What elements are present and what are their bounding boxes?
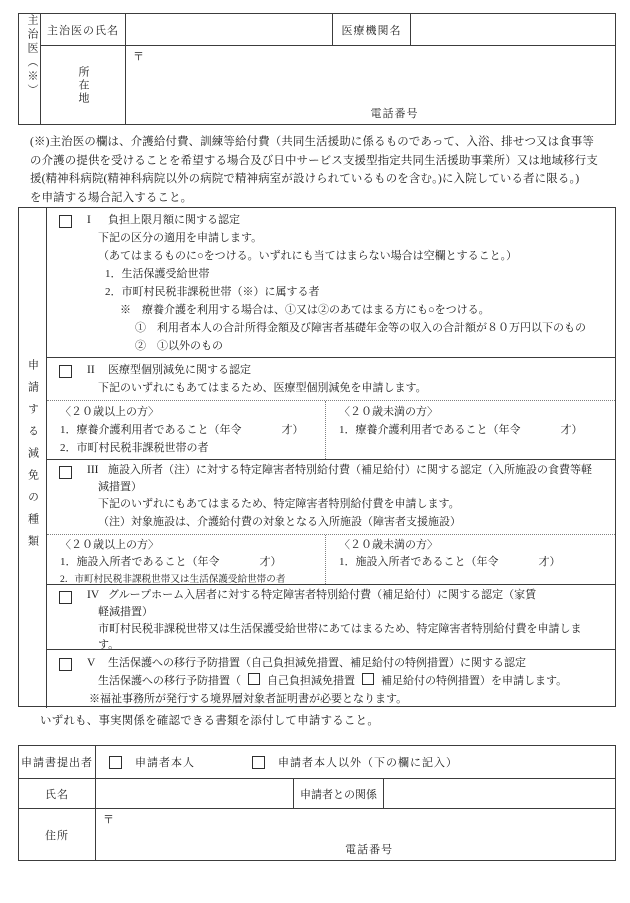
section-5-body bbox=[98, 672, 615, 690]
section-4-title: グループホーム入居者に対する特定障害者特別給付費（補足給付）に関する認定（家賃 bbox=[108, 589, 537, 601]
column-heading: 〈２０歳以上の方〉 bbox=[60, 406, 159, 418]
submitter-relation-label: 申請者との関係 bbox=[294, 779, 384, 809]
section-2-title: 医療型個別減免に関する認定 bbox=[108, 364, 251, 376]
doctor-address-label-cell bbox=[41, 46, 126, 124]
submitter-name-field[interactable] bbox=[96, 779, 294, 809]
exemption-sections bbox=[47, 208, 615, 708]
section-3 bbox=[47, 459, 615, 584]
doctor-note-line: を申請する場合記入すること。 bbox=[30, 191, 193, 204]
age-line-text: 1．療養介護利用者であること（年令 bbox=[60, 424, 242, 436]
checkbox-section-3[interactable] bbox=[59, 466, 72, 479]
section-3-numeral: III bbox=[87, 464, 99, 476]
attachment-note: いずれも、事実関係を確認できる書類を添付して申請すること。 bbox=[40, 715, 380, 727]
age-line-suffix: 才） bbox=[259, 556, 282, 569]
form-line: 2．市町村民税非課税世帯の者 bbox=[60, 442, 209, 454]
age-line-text: 1．施設入所者であること（年令 bbox=[60, 556, 220, 569]
checkbox-section-1[interactable] bbox=[59, 215, 72, 228]
age-line-suffix: 才） bbox=[560, 424, 583, 436]
section-5-title: 生活保護への移行予防措置（自己負担減免措置、補足給付の特例措置）に関する認定 bbox=[108, 657, 526, 669]
doctor-address-label: 所在地 bbox=[77, 65, 89, 105]
section-1-numeral: I bbox=[87, 214, 91, 226]
exemption-side-label: 申請する減免の種類 bbox=[26, 359, 39, 557]
submitter-name-label: 氏名 bbox=[19, 779, 96, 809]
section-3-adult-column bbox=[47, 535, 326, 584]
form-line: （注）対象施設は、介護給付費の対象となる入所施設（障害者支援施設） bbox=[98, 515, 461, 528]
section-4 bbox=[47, 584, 615, 649]
column-heading: 〈２０歳未満の方〉 bbox=[339, 538, 438, 551]
form-line bbox=[60, 554, 325, 571]
exemption-type-section bbox=[18, 207, 616, 707]
form-line: 1．生活保護受給世帯 bbox=[105, 268, 210, 280]
checkbox-applicant-self[interactable] bbox=[109, 756, 122, 769]
section-3-title: 施設入所者（注）に対する特定障害者特別給付費（補足給付）に関する認定（入所施設の食費等軽 bbox=[108, 464, 592, 476]
form-line: 2．市町村民税非課税世帯（※）に属する者 bbox=[105, 286, 320, 298]
section-2-minor-column bbox=[326, 401, 615, 459]
form-line: 市町村民税非課税世帯又は生活保護受給世帯にあてはまるため、特定障害者特別給付費を申請しま bbox=[98, 622, 582, 635]
submitter-address-label: 住所 bbox=[19, 809, 96, 860]
doctor-phone-label: 電話番号 bbox=[370, 108, 419, 120]
form-line bbox=[339, 421, 615, 439]
form-line: ② ①以外のもの bbox=[135, 340, 223, 352]
section-3-age-columns bbox=[47, 534, 615, 584]
form-line: 減措置） bbox=[98, 481, 142, 494]
section-3-minor-column bbox=[326, 535, 615, 584]
doctor-note bbox=[30, 133, 616, 207]
age-line-text: 1．療養介護利用者であること（年令 bbox=[339, 424, 521, 436]
column-heading: 〈２０歳以上の方〉 bbox=[60, 538, 159, 551]
submitter-row-label: 申請書提出者 bbox=[19, 746, 96, 779]
form-line: 軽減措置） bbox=[98, 606, 153, 618]
checkbox-section-4[interactable] bbox=[59, 591, 72, 604]
checkbox-section-2[interactable] bbox=[59, 365, 72, 378]
form-line: 下記のいずれにもあてはまるため、医療型個別減免を申請します。 bbox=[98, 382, 427, 394]
submitter-section bbox=[18, 745, 616, 861]
section-2-age-columns bbox=[47, 400, 615, 459]
applicant-other-label: 申請者本人以外（下の欄に記入） bbox=[278, 757, 458, 769]
submitter-relation-field[interactable] bbox=[384, 779, 615, 809]
medical-org-field[interactable] bbox=[411, 14, 615, 46]
section-2 bbox=[47, 357, 615, 459]
section-4-numeral: IV bbox=[87, 589, 100, 601]
form-line: 2．市町村民税非課税世帯又は生活保護受給世帯の者 bbox=[60, 574, 286, 584]
form-line: ※ 療養介護を利用する場合は、①又は②のあてはまる方にも○をつける。 bbox=[120, 304, 490, 316]
exemption-side-label-cell bbox=[19, 208, 47, 708]
form-line: 下記の区分の適用を申請します。 bbox=[98, 232, 263, 244]
applicant-self-label: 申請者本人 bbox=[135, 757, 195, 769]
submitter-address-field[interactable] bbox=[96, 809, 615, 860]
doctor-note-line: 援(精神科病院(精神科病院以外の病院で精神病室が設けられているものを含む。)に入院している者に限る。) bbox=[30, 173, 580, 186]
column-heading: 〈２０歳未満の方〉 bbox=[339, 406, 438, 418]
doctor-side-label: 主治医（※） bbox=[26, 14, 38, 98]
checkbox-supplement-special[interactable] bbox=[362, 673, 374, 685]
section-2-numeral: II bbox=[87, 364, 95, 376]
medical-org-label: 医療機関名 bbox=[333, 14, 411, 46]
section-5-note: ※福祉事務所が発行する境界層対象者証明書が必要となります。 bbox=[89, 693, 408, 705]
submitter-type-row bbox=[96, 746, 615, 779]
option-label: 補足給付の特例措置 bbox=[381, 675, 480, 687]
checkbox-self-pay-reduction[interactable] bbox=[248, 673, 260, 685]
doctor-name-field[interactable] bbox=[126, 14, 333, 46]
section-2-adult-column bbox=[47, 401, 326, 459]
section-1 bbox=[47, 208, 615, 357]
form-line: ）を申請します。 bbox=[480, 675, 568, 687]
checkbox-applicant-other[interactable] bbox=[252, 756, 265, 769]
doctor-section bbox=[18, 13, 616, 125]
age-line-suffix: 才） bbox=[281, 424, 304, 436]
section-5-numeral: V bbox=[87, 657, 96, 669]
doctor-address-field[interactable] bbox=[126, 46, 615, 124]
form-line: 下記のいずれにもあてはまるため、特定障害者特別給付費を申請します。 bbox=[98, 498, 460, 511]
form-line: 生活保護への移行予防措置（ bbox=[98, 675, 241, 687]
doctor-note-line: の介護の提供を受けることを希望する場合及び日中サービス支援型指定共同生活援助事業所）又は地域移行支 bbox=[30, 154, 598, 167]
section-5 bbox=[47, 649, 615, 708]
submitter-phone-label: 電話番号 bbox=[345, 844, 394, 856]
postal-mark-icon: 〒 bbox=[103, 814, 114, 826]
form-line bbox=[339, 554, 615, 571]
section-1-title: 負担上限月額に関する認定 bbox=[108, 214, 240, 226]
age-line-text: 1．施設入所者であること（年令 bbox=[339, 556, 499, 569]
form-line: ① 利用者本人の合計所得金額及び障害者基礎年金等の収入の合計額が８０万円以下のもの bbox=[135, 322, 586, 334]
age-line-suffix: 才） bbox=[538, 556, 561, 569]
doctor-name-label: 主治医の氏名 bbox=[41, 14, 126, 46]
postal-mark-icon: 〒 bbox=[133, 51, 144, 63]
doctor-side-label-cell bbox=[19, 14, 41, 124]
option-label: 自己負担減免措置 bbox=[267, 675, 355, 687]
form-line bbox=[60, 421, 325, 439]
form-line: （あてはまるものに○をつける。いずれにも当てはまらない場合は空欄とすること。） bbox=[98, 250, 518, 262]
doctor-note-line: (※)主治医の欄は、介護給付費、訓練等給付費（共同生活援助に係るものであって、入浴、排せつ又は食事等 bbox=[30, 136, 594, 148]
form-line: す。 bbox=[98, 639, 120, 649]
checkbox-section-5[interactable] bbox=[59, 658, 72, 671]
